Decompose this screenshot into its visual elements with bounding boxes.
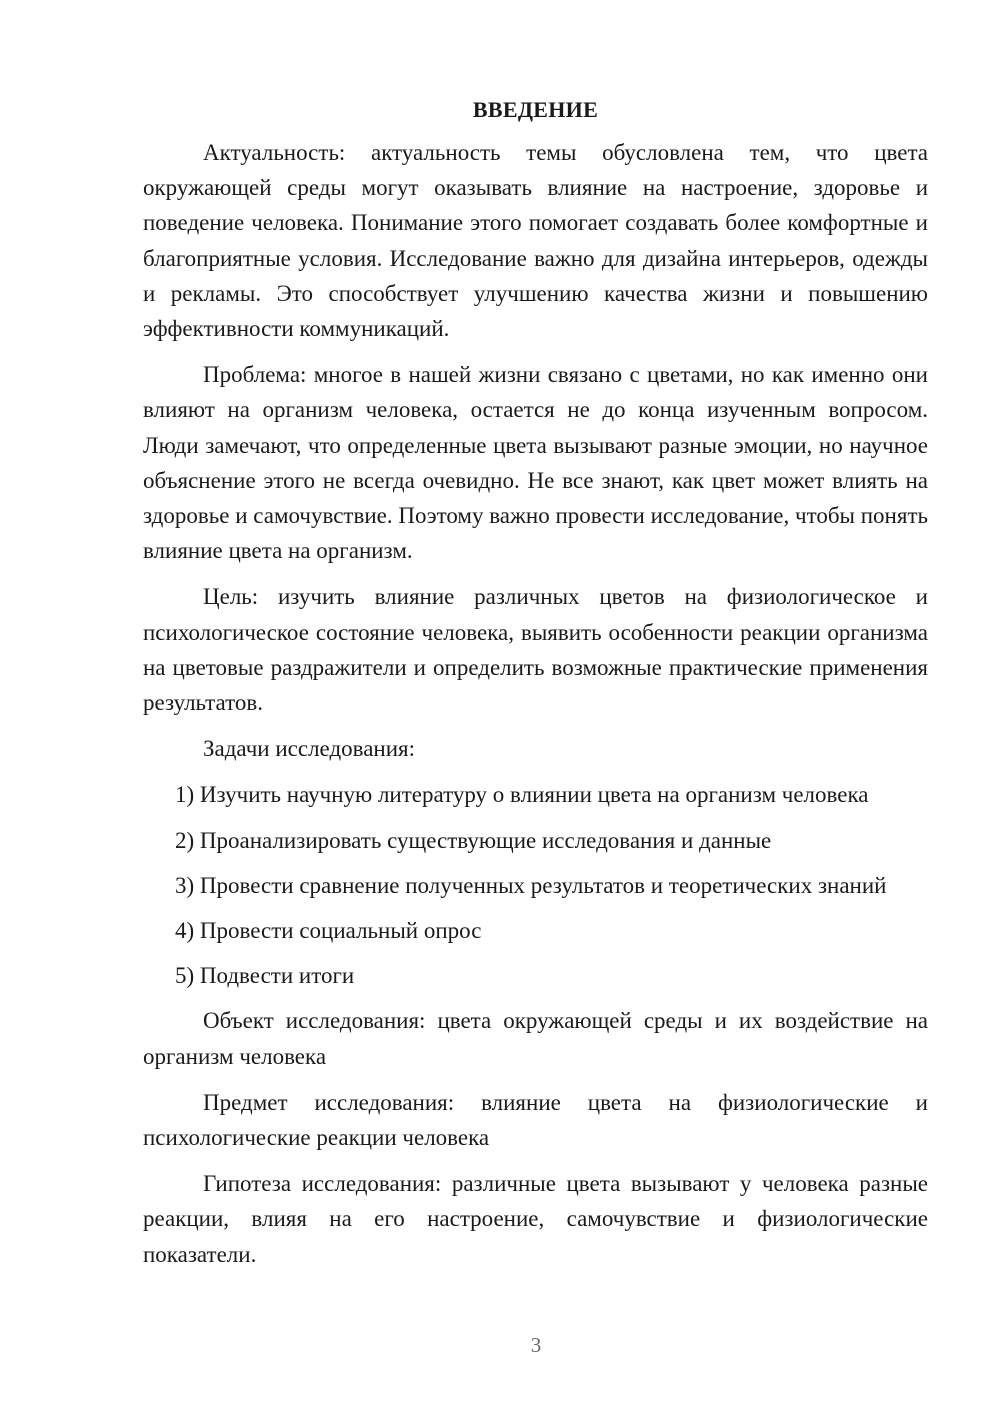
tasks-list xyxy=(143,777,928,993)
list-item: 4) Провести социальный опрос xyxy=(175,918,482,944)
relevance-paragraph: Актуальность: актуальность темы обусловлена тем, что цвета окружающей среды могут оказывать влияние на настроение, здоровье и поведение человека. Понимание этого помогает создавать более комфортные и благоприятные условия. Исследование важно для дизайна интерьеров, одежды и рекламы. Это способствует улучшению качества жизни и повышению эффективности коммуникаций. xyxy=(143,140,928,342)
list-item: 1) Изучить научную литературу о влиянии цвета на организм человека xyxy=(175,782,869,808)
list-item: 3) Провести сравнение полученных результатов и теоретических знаний xyxy=(175,872,887,898)
tasks-heading: Задачи исследования: xyxy=(203,736,416,762)
page-content xyxy=(143,94,928,1283)
subject-paragraph: Предмет исследования: влияние цвета на физиологические и психологические реакции человека xyxy=(143,1089,928,1151)
list-item: 5) Подвести итоги xyxy=(175,963,355,989)
list-item: 2) Проанализировать существующие исследования и данные xyxy=(175,827,772,853)
hypothesis-paragraph: Гипотеза исследования: различные цвета вызывают у человека разные реакции, влияя на его настроение, самочувствие и физиологические показатели. xyxy=(143,1171,928,1267)
page-number: 3 xyxy=(530,1333,542,1357)
page-title: ВВЕДЕНИЕ xyxy=(472,97,599,122)
object-paragraph: Объект исследования: цвета окружающей среды и их воздействие на организм человека xyxy=(143,1008,928,1069)
problem-paragraph: Проблема: многое в нашей жизни связано с цветами, но как именно они влияют на организм человека, остается не до конца изученным вопросом. Люди замечают, что определенные цвета вызывают разные эмоции, но научное объяснение этого не всегда очевидно. Не все знают, как цвет может влиять на здоровье и самочувствие. Поэтому важно провести исследование, чтобы понять влияние цвета на организм. xyxy=(143,362,928,564)
goal-paragraph: Цель: изучить влияние различных цветов на физиологическое и психологическое состояние человека, выявить особенности реакции организма на цветовые раздражители и определить возможные практические применения результатов. xyxy=(143,584,928,716)
